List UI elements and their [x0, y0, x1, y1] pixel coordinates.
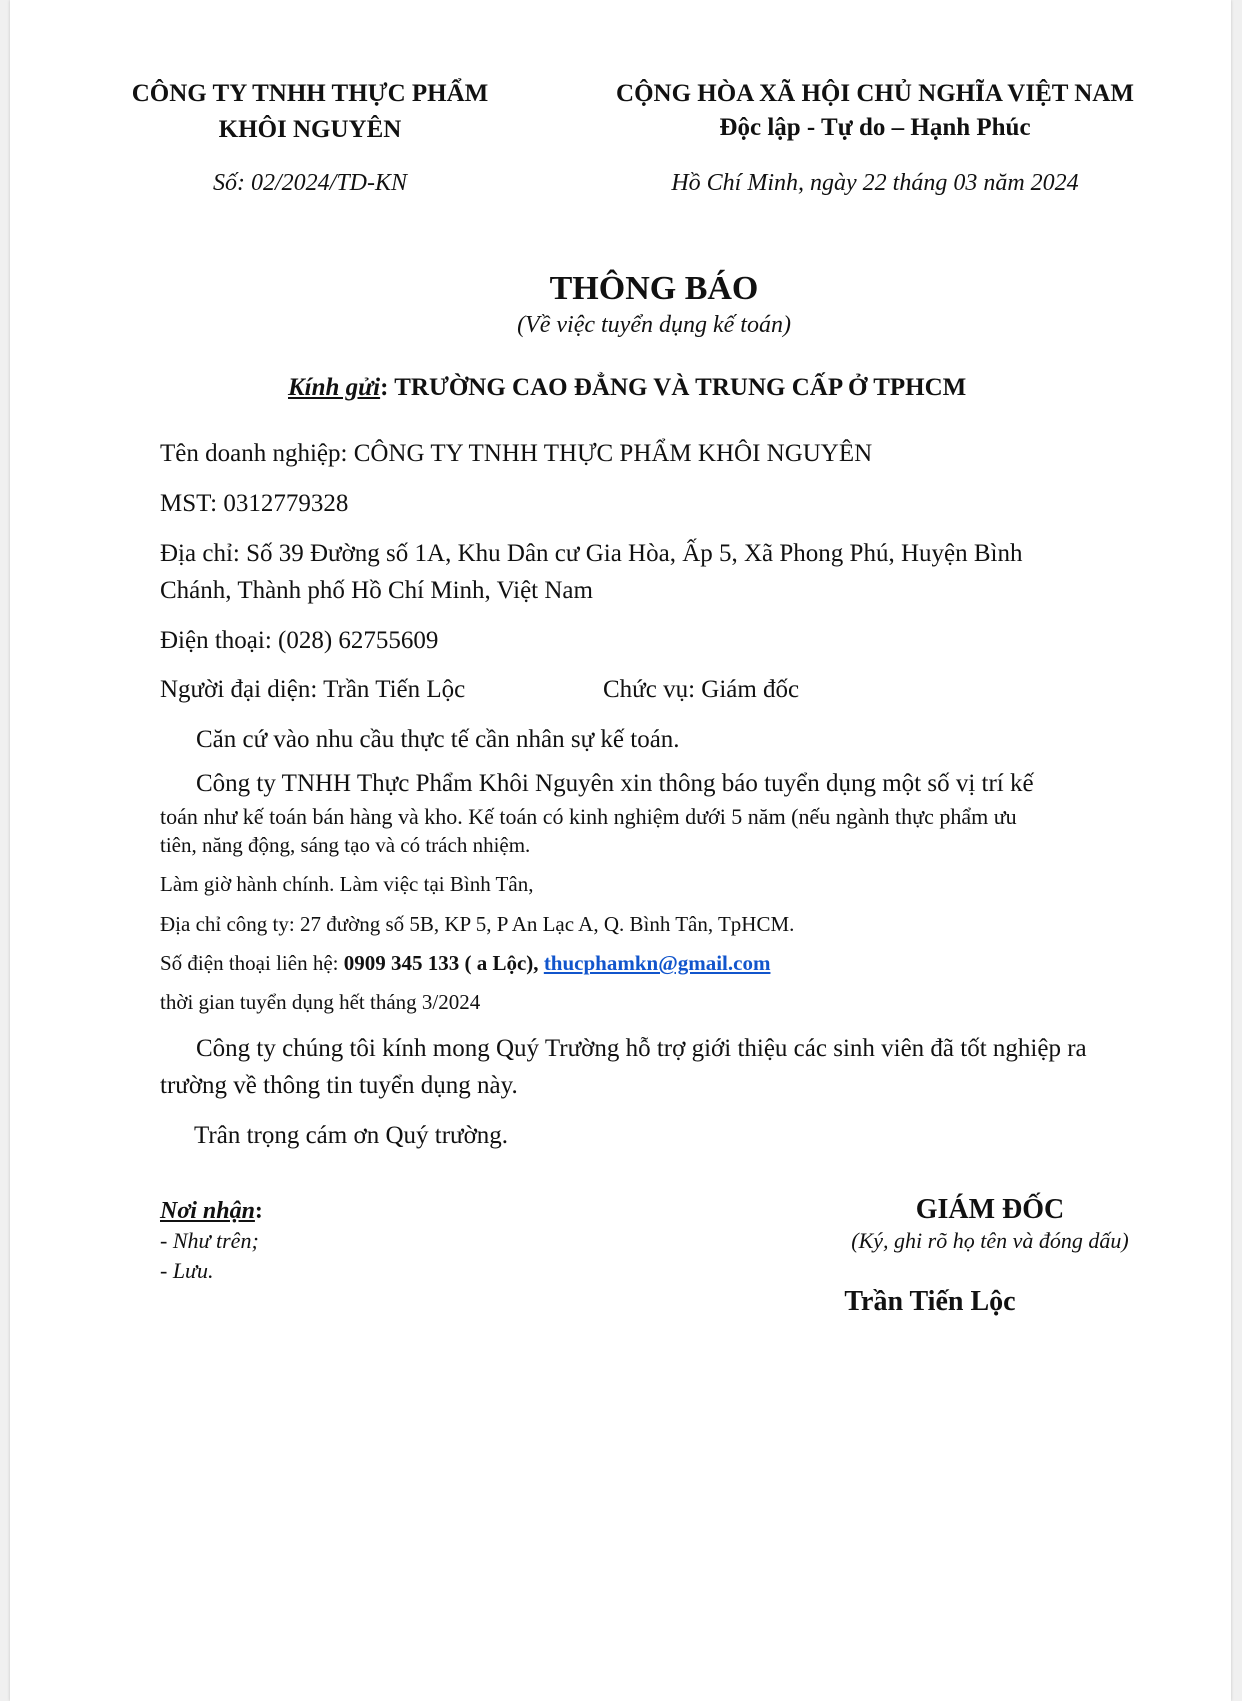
- recipient-colon: :: [380, 374, 389, 401]
- announcement-line2: toán như kế toán bán hàng và kho. Kế toán có kinh nghiệm dưới 5 năm (nếu ngành thực phẩm ưu: [160, 804, 1017, 829]
- document-page: [10, 0, 1231, 1701]
- representative-field: Người đại diện: Trần Tiến Lộc: [160, 676, 466, 703]
- thanks-line: Trân trọng cám ơn Quý trường.: [194, 1122, 509, 1149]
- phone-field: Điện thoại: (028) 62755609: [160, 627, 439, 654]
- address-line1: Địa chỉ: Số 39 Đường số 1A, Khu Dân cư Gia Hòa, Ấp 5, Xã Phong Phú, Huyện Bình: [160, 540, 1023, 567]
- recipient-line: [288, 374, 966, 402]
- tax-code-field: MST: 0312779328: [160, 490, 349, 517]
- announcement-line3: tiên, năng động, sáng tạo và có trách nhiệm.: [160, 833, 531, 857]
- signer-name: Trần Tiến Lộc: [844, 1286, 1016, 1317]
- contact-email-link[interactable]: thucphamkn@gmail.com: [543, 951, 771, 975]
- national-title: CỘNG HÒA XÃ HỘI CHỦ NGHĨA VIỆT NAM: [616, 80, 1134, 107]
- working-hours: Làm giờ hành chính. Làm việc tại Bình Tân,: [160, 872, 534, 896]
- signer-note: (Ký, ghi rõ họ tên và đóng dấu): [851, 1228, 1129, 1253]
- contact-line: [160, 951, 770, 976]
- document-title: THÔNG BÁO: [549, 270, 759, 307]
- company-name-field: Tên doanh nghiệp: CÔNG TY TNHH THỰC PHẨM KHÔI NGUYÊN: [160, 440, 873, 467]
- document-number: Số: 02/2024/TD-KN: [212, 170, 407, 196]
- address-line2: Chánh, Thành phố Hồ Chí Minh, Việt Nam: [160, 577, 593, 604]
- request-line2: trường về thông tin tuyển dụng này.: [160, 1072, 518, 1099]
- document-subtitle: (Về việc tuyển dụng kế toán): [517, 312, 791, 338]
- recruitment-deadline: thời gian tuyển dụng hết tháng 3/2024: [160, 990, 481, 1014]
- national-motto: Độc lập - Tự do – Hạnh Phúc: [719, 114, 1031, 141]
- recipient-value: TRƯỜNG CAO ĐẲNG VÀ TRUNG CẤP Ở TPHCM: [388, 374, 967, 401]
- recipients-heading: [160, 1198, 263, 1225]
- recipients-colon: :: [254, 1198, 263, 1224]
- recipients-label: Nơi nhận: [160, 1198, 255, 1224]
- position-field: Chức vụ: Giám đốc: [603, 676, 800, 703]
- contact-label: Số điện thoại liên hệ:: [160, 951, 344, 975]
- recipient-item-2: - Lưu.: [160, 1258, 214, 1283]
- contact-phone: 0909 345 133 ( a Lộc),: [343, 951, 539, 975]
- office-address: Địa chỉ công ty: 27 đường số 5B, KP 5, P An Lạc A, Q. Bình Tân, TpHCM.: [160, 912, 795, 936]
- company-name-line1: CÔNG TY TNHH THỰC PHẨM: [131, 80, 489, 107]
- basis-paragraph: Căn cứ vào nhu cầu thực tế cần nhân sự kế toán.: [196, 726, 680, 753]
- recipient-label: Kính gửi: [288, 374, 381, 401]
- place-date: Hồ Chí Minh, ngày 22 tháng 03 năm 2024: [671, 170, 1079, 196]
- company-name-line2: KHÔI NGUYÊN: [218, 116, 402, 143]
- signer-title: GIÁM ĐỐC: [915, 1194, 1065, 1225]
- request-line1: Công ty chúng tôi kính mong Quý Trường hỗ trợ giới thiệu các sinh viên đã tốt nghiệp ra: [196, 1035, 1087, 1062]
- announcement-line1: Công ty TNHH Thực Phẩm Khôi Nguyên xin thông báo tuyển dụng một số vị trí kế: [196, 770, 1034, 797]
- recipient-item-1: - Như trên;: [160, 1228, 259, 1253]
